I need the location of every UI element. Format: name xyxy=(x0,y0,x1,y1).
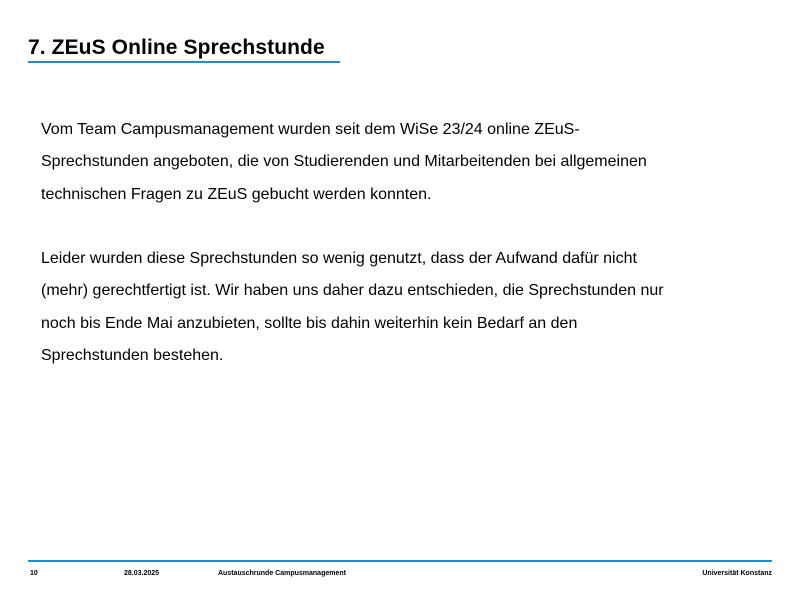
paragraph-2 xyxy=(41,243,761,372)
footer-divider xyxy=(28,560,772,562)
text-line: Sprechstunden bestehen. xyxy=(41,347,224,365)
text-line: noch bis Ende Mai anzubieten, sollte bis dahin weiterhin kein Bedarf an den xyxy=(41,314,578,332)
slide-body xyxy=(41,114,761,372)
footer-date: 28.03.2025 xyxy=(124,570,160,577)
footer-event-title: Austauschrunde Campusmanagement xyxy=(218,570,346,577)
footer-page-number: 10 xyxy=(30,570,38,577)
text-line: Leider wurden diese Sprechstunden so wenig genutzt, dass der Aufwand dafür nicht xyxy=(41,250,637,268)
footer-organization: Universität Konstanz xyxy=(702,570,772,577)
title-underline xyxy=(28,61,340,63)
text-line: technischen Fragen zu ZEuS gebucht werden konnten. xyxy=(41,185,432,203)
slide-title: 7. ZEuS Online Sprechstunde xyxy=(28,36,325,59)
text-line: (mehr) gerechtfertigt ist. Wir haben uns daher dazu entschieden, die Sprechstunden nur xyxy=(41,282,664,300)
paragraph-spacer xyxy=(41,211,761,243)
text-line: Vom Team Campusmanagement wurden seit dem WiSe 23/24 online ZEuS- xyxy=(41,121,580,138)
paragraph-1 xyxy=(41,114,761,211)
text-line: Sprechstunden angeboten, die von Studierenden und Mitarbeitenden bei allgemeinen xyxy=(41,153,647,171)
